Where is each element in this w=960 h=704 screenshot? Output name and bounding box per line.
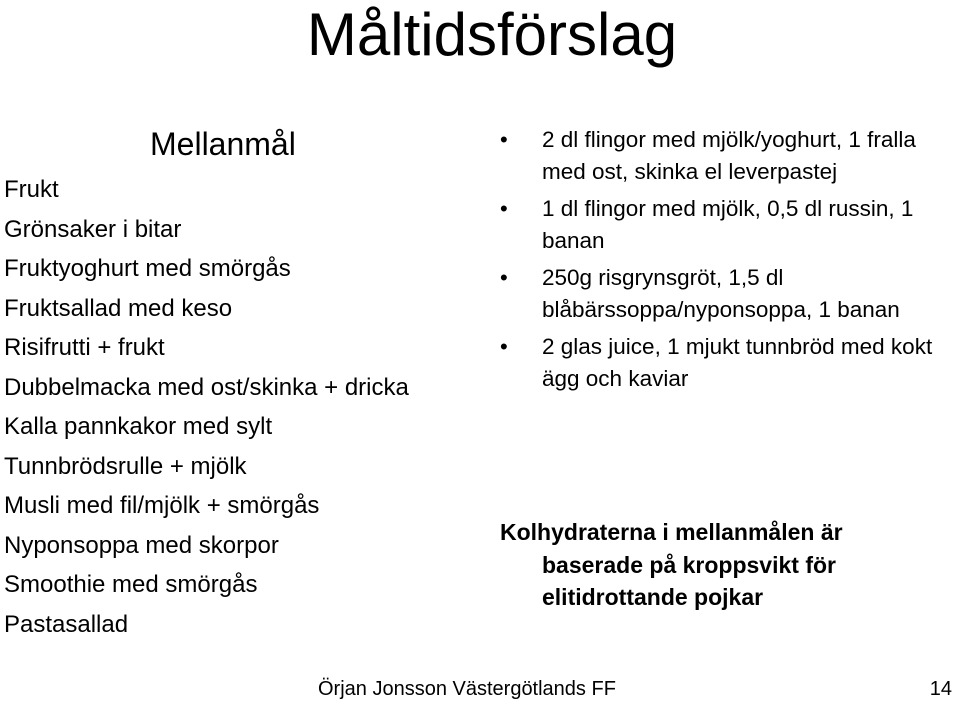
list-item: Grönsaker i bitar xyxy=(4,215,182,243)
list-item: Fruktyoghurt med smörgås xyxy=(4,255,291,282)
bullet-text: 2 glas juice, 1 mjukt tunnbröd med kokt ägg och kaviar xyxy=(542,334,933,391)
bullet-text: 2 dl flingor med mjölk/yoghurt, 1 fralla med ost, skinka el leverpastej xyxy=(542,127,916,184)
bullet-icon: • xyxy=(500,334,508,359)
meal-example-list xyxy=(500,124,956,400)
bullet-text: 1 dl flingor med mjölk, 0,5 dl russin, 1 banan xyxy=(542,196,914,253)
snack-list xyxy=(4,170,409,644)
list-item: Dubbelmacka med ost/skinka + dricka xyxy=(4,373,409,401)
bullet-text: 250g risgrynsgröt, 1,5 dl blåbärssoppa/nyponsoppa, 1 banan xyxy=(542,265,900,322)
bullet-item xyxy=(500,331,956,394)
list-item: Frukt xyxy=(4,176,59,203)
slide-title: Måltidsförslag xyxy=(306,1,678,68)
list-item: Risifrutti + frukt xyxy=(4,334,165,361)
bullet-item xyxy=(500,193,956,256)
bullet-item xyxy=(500,262,956,325)
conclusion-line: baserade på kroppsvikt för xyxy=(542,551,836,578)
list-item: Musli med fil/mjölk + smörgås xyxy=(4,492,320,519)
conclusion-line: Kolhydraterna i mellanmålen är xyxy=(500,519,843,545)
conclusion-line: elitidrottande pojkar xyxy=(542,584,764,610)
conclusion-note xyxy=(500,516,956,614)
bullet-icon: • xyxy=(500,196,508,221)
list-item: Nyponsoppa med skorpor xyxy=(4,531,279,559)
bullet-item xyxy=(500,124,956,187)
bullet-icon: • xyxy=(500,127,508,152)
list-item: Kalla pannkakor med sylt xyxy=(4,413,273,440)
bullet-icon: • xyxy=(500,265,508,290)
footer-author: Örjan Jonsson Västergötlands FF xyxy=(318,678,616,700)
list-item: Pastasallad xyxy=(4,610,129,638)
list-item: Tunnbrödsrulle + mjölk xyxy=(4,452,247,480)
snack-heading: Mellanmål xyxy=(150,126,296,162)
list-item: Fruktsallad med keso xyxy=(4,294,233,322)
page-number: 14 xyxy=(929,678,952,700)
list-item: Smoothie med smörgås xyxy=(4,571,258,598)
